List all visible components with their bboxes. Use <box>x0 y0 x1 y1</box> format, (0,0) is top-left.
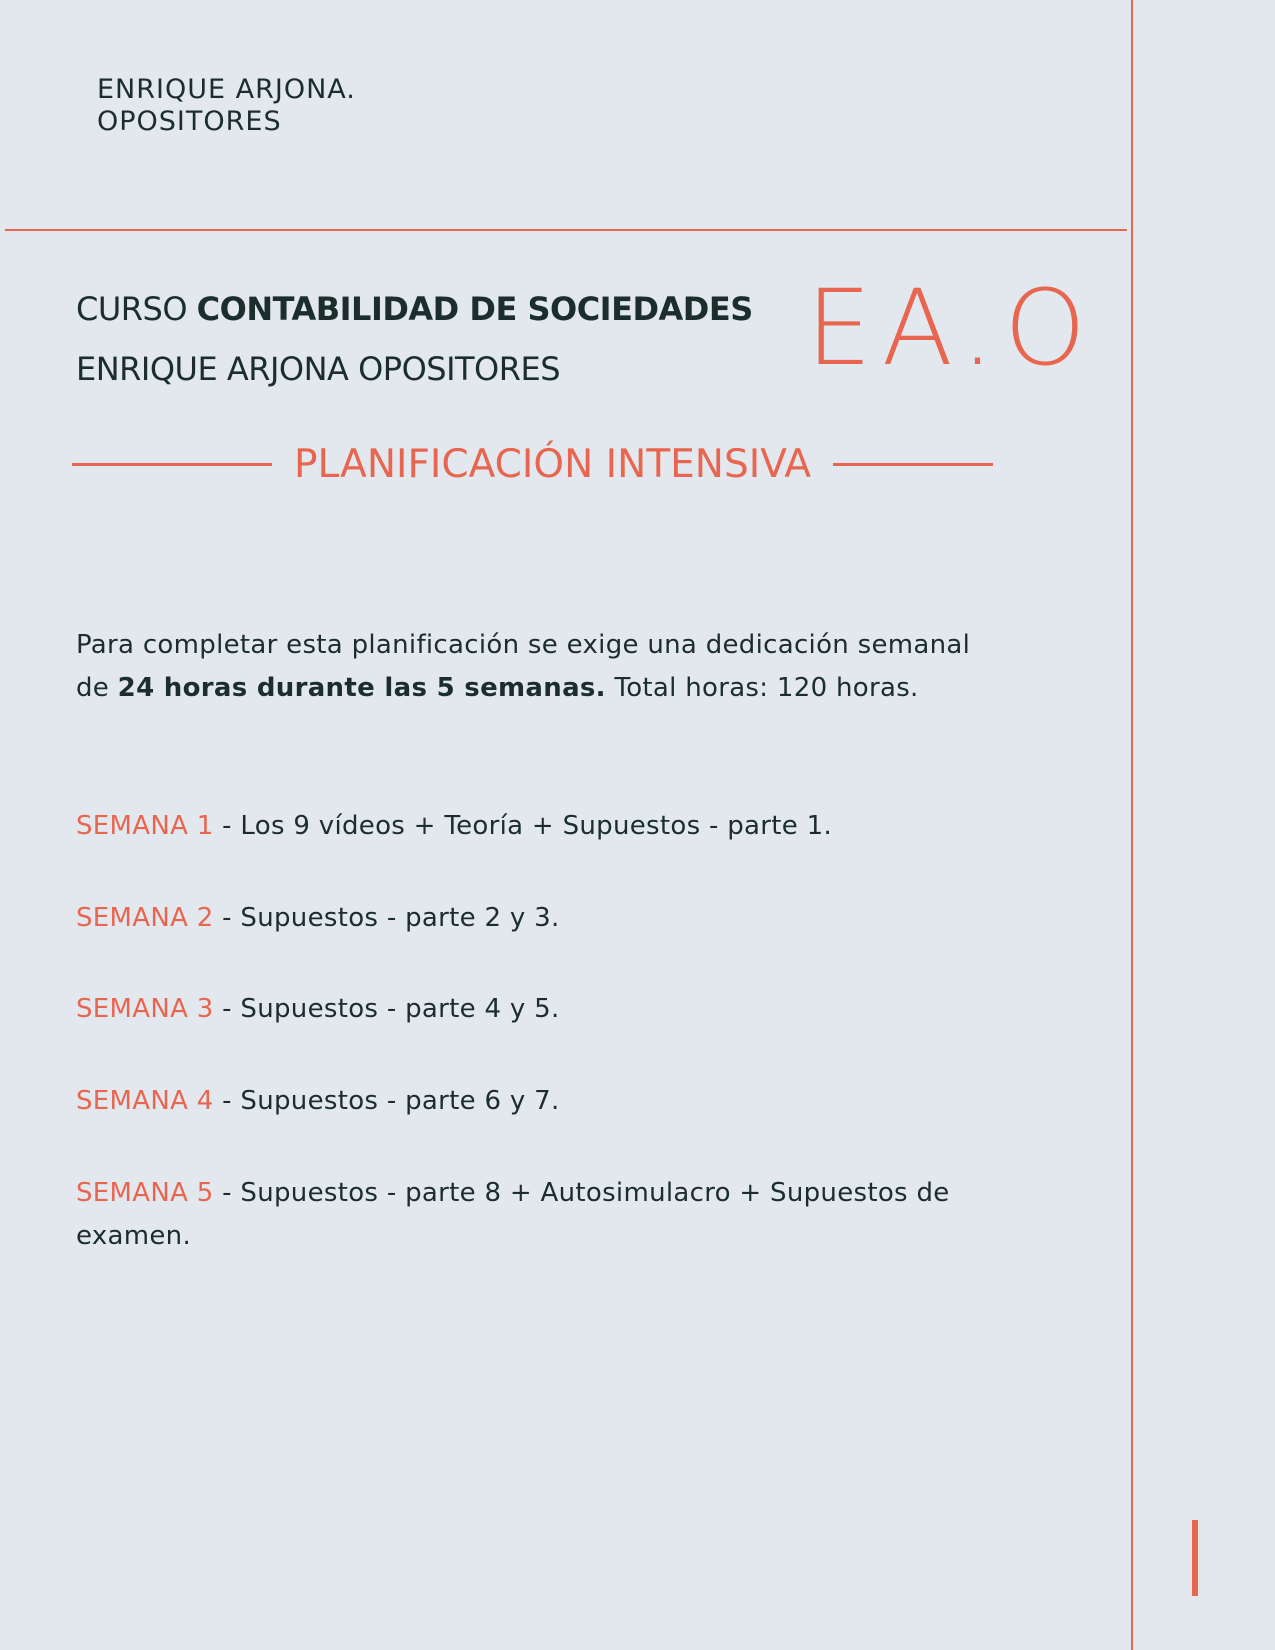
week-label-3: SEMANA 3 <box>76 994 214 1024</box>
logo-line-1: ENRIQUE ARJONA. <box>97 74 356 105</box>
section-heading <box>72 438 1017 490</box>
week-item-1 <box>76 805 996 848</box>
week-label-5: SEMANA 5 <box>76 1178 214 1208</box>
course-name: CONTABILIDAD DE SOCIEDADES <box>196 290 753 328</box>
week-label-4: SEMANA 4 <box>76 1086 214 1116</box>
logo <box>97 74 356 138</box>
section-heading-label: PLANIFICACIÓN INTENSIVA <box>294 441 812 487</box>
heading-rule-right <box>833 463 993 466</box>
week-text-4: - Supuestos - parte 6 y 7. <box>213 1086 560 1116</box>
heading-rule-left <box>72 463 272 466</box>
header-divider <box>5 229 1127 231</box>
week-item-3 <box>76 988 996 1031</box>
intro-paragraph <box>76 624 996 710</box>
week-item-5 <box>76 1172 996 1258</box>
week-label-2: SEMANA 2 <box>76 903 214 933</box>
week-label-1: SEMANA 1 <box>76 811 214 841</box>
week-text-3: - Supuestos - parte 4 y 5. <box>213 994 560 1024</box>
logo-line-2: OPOSITORES <box>97 106 282 137</box>
week-item-4 <box>76 1080 996 1123</box>
course-title-block <box>76 279 753 399</box>
week-text-5: - Supuestos - parte 8 + Autosimulacro + Supuestos de examen. <box>76 1178 950 1251</box>
intro-text-bold: 24 horas durante las 5 semanas. <box>117 673 606 703</box>
course-title-prefix: CURSO <box>76 290 197 328</box>
page-marker <box>1192 1520 1198 1596</box>
course-title <box>76 279 753 339</box>
brand-mark: EA.O <box>806 267 1096 389</box>
week-text-2: - Supuestos - parte 2 y 3. <box>213 903 560 933</box>
week-text-1: - Los 9 vídeos + Teoría + Supuestos - parte 1. <box>213 811 833 841</box>
intro-text-2: Total horas: 120 horas. <box>605 673 919 703</box>
intro-text-1: Para completar esta planificación se exige una dedicación semanal de <box>76 630 971 703</box>
course-subtitle: ENRIQUE ARJONA OPOSITORES <box>76 350 560 388</box>
vertical-divider <box>1131 0 1133 1650</box>
week-item-2 <box>76 897 996 940</box>
